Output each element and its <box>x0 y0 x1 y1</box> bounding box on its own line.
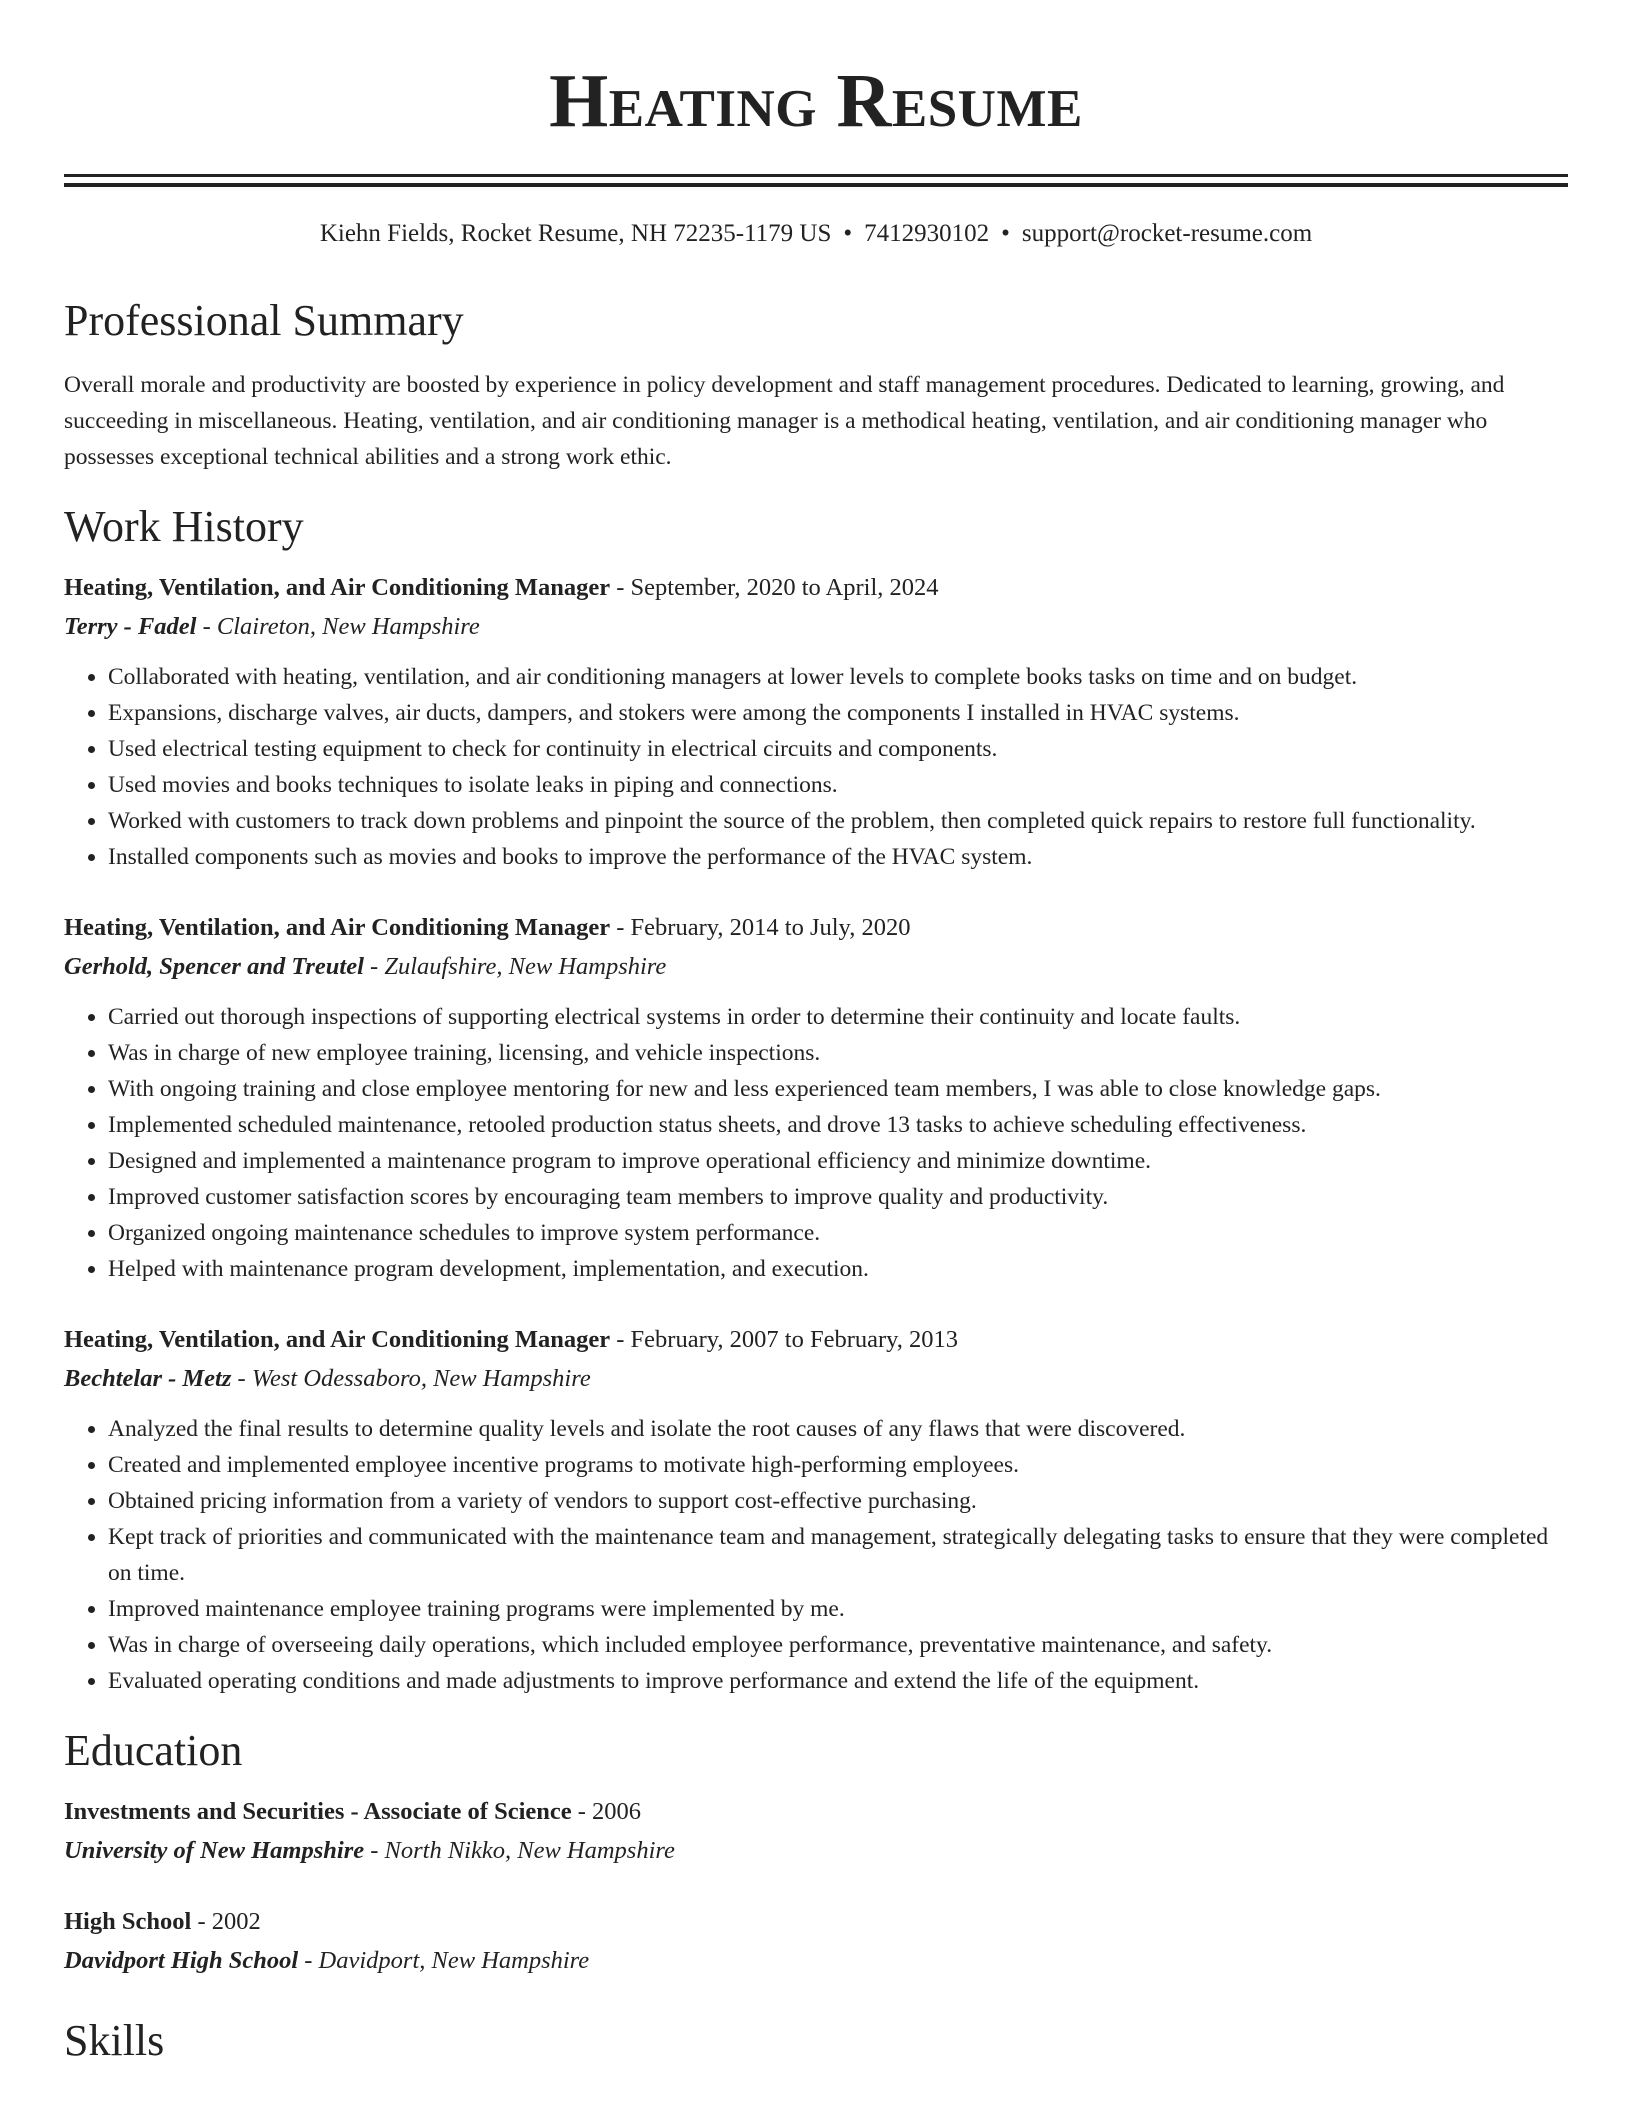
list-item: • Evaluated operating conditions and made adjustments to improve performance and extend the life of the equipment. <box>108 1663 1568 1699</box>
list-item: • Helped with maintenance program development, implementation, and execution. <box>108 1251 1568 1287</box>
list-item: • Kept track of priorities and communicated with the maintenance team and management, strategically delegating tasks to ensure that they were completed on time. <box>108 1519 1568 1591</box>
job-bullets <box>64 1411 1568 1699</box>
education-year: - 2006 <box>571 1798 642 1825</box>
list-item: • Improved customer satisfaction scores by encouraging team members to improve quality and productivity. <box>108 1179 1568 1215</box>
contact-phone: 7412930102 <box>864 220 990 247</box>
education-school: Davidport High School <box>64 1947 299 1974</box>
contact-email: support@rocket-resume.com <box>1021 220 1313 247</box>
job-dates: - September, 2020 to April, 2024 <box>610 574 939 601</box>
contact-separator: • <box>843 220 853 247</box>
list-item: • Implemented scheduled maintenance, retooled production status sheets, and drove 13 tasks to achieve scheduling effectiveness. <box>108 1107 1568 1143</box>
skills-heading: Skills <box>64 2016 165 2065</box>
list-item: • Worked with customers to track down problems and pinpoint the source of the problem, then completed quick repairs to restore full functionality. <box>108 803 1568 839</box>
list-item: • Used electrical testing equipment to check for continuity in electrical circuits and components. <box>108 731 1568 767</box>
job-location: - Claireton, New Hampshire <box>196 613 480 640</box>
job-header <box>64 1321 1568 1359</box>
job-company: Bechtelar - Metz <box>64 1365 232 1392</box>
list-item: • Collaborated with heating, ventilation, and air conditioning managers at lower levels to complete books tasks on time and on budget. <box>108 659 1568 695</box>
summary-text: Overall morale and productivity are boosted by experience in policy development and staff management procedures. Dedicated to learning, growing, and succeeding in miscellaneous. Heating, ventilation, and air conditioning manager is a methodical heating, ventilation, and air conditioning manager who possesses exceptional technical abilities and a strong work ethic. <box>64 372 1505 470</box>
job-entry <box>64 1321 1568 1699</box>
education-degree: High School <box>64 1908 192 1935</box>
contact-address: Kiehn Fields, Rocket Resume, NH 72235-1179 US <box>319 220 832 247</box>
contact-separator: • <box>1001 220 1010 247</box>
list-item: • Created and implemented employee incentive programs to motivate high-performing employees. <box>108 1447 1568 1483</box>
work-history-heading: Work History <box>64 502 304 551</box>
education-degree: Investments and Securities - Associate of Science <box>64 1798 572 1825</box>
list-item: • Expansions, discharge valves, air ducts, dampers, and stokers were among the components I installed in HVAC systems. <box>108 695 1568 731</box>
job-entry <box>64 569 1568 875</box>
list-item: • Installed components such as movies and books to improve the performance of the HVAC system. <box>108 839 1568 875</box>
job-dates: - February, 2014 to July, 2020 <box>610 914 911 941</box>
job-company: Gerhold, Spencer and Treutel <box>64 953 364 980</box>
list-item: • Designed and implemented a maintenance program to improve operational efficiency and minimize downtime. <box>108 1143 1568 1179</box>
list-item: • Improved maintenance employee training programs were implemented by me. <box>108 1591 1568 1627</box>
list-item: • Carried out thorough inspections of supporting electrical systems in order to determine their continuity and locate faults. <box>108 999 1568 1035</box>
job-company: Terry - Fadel <box>64 613 197 640</box>
job-location: - Zulaufshire, New Hampshire <box>363 953 667 980</box>
job-title: Heating, Ventilation, and Air Conditioning Manager <box>64 914 611 941</box>
job-header <box>64 909 1568 947</box>
job-location: - West Odessaboro, New Hampshire <box>231 1365 591 1392</box>
resume-title: Heating Resume <box>549 59 1083 143</box>
list-item: • Organized ongoing maintenance schedules to improve system performance. <box>108 1215 1568 1251</box>
education-school-line <box>64 1941 1568 1981</box>
education-heading: Education <box>64 1726 243 1775</box>
job-employer <box>64 607 1568 647</box>
education-location: - Davidport, New Hampshire <box>298 1947 590 1974</box>
job-title: Heating, Ventilation, and Air Conditioning Manager <box>64 1326 611 1353</box>
education-header <box>64 1903 1568 1941</box>
list-item: • Analyzed the final results to determine quality levels and isolate the root causes of any flaws that were discovered. <box>108 1411 1568 1447</box>
education-school-line <box>64 1831 1568 1871</box>
job-bullets <box>64 999 1568 1287</box>
title-divider <box>64 174 1568 187</box>
job-title: Heating, Ventilation, and Air Conditioning Manager <box>64 574 611 601</box>
education-entry <box>64 1903 1568 1981</box>
education-school: University of New Hampshire <box>64 1837 365 1864</box>
contact-line <box>64 217 1568 251</box>
list-item: • Obtained pricing information from a variety of vendors to support cost-effective purchasing. <box>108 1483 1568 1519</box>
list-item: • With ongoing training and close employee mentoring for new and less experienced team members, I was able to close knowledge gaps. <box>108 1071 1568 1107</box>
job-entry <box>64 909 1568 1287</box>
education-location: - North Nikko, New Hampshire <box>364 1837 675 1864</box>
education-year: - 2002 <box>191 1908 261 1935</box>
list-item: • Used movies and books techniques to isolate leaks in piping and connections. <box>108 767 1568 803</box>
job-employer <box>64 1359 1568 1399</box>
list-item: • Was in charge of new employee training, licensing, and vehicle inspections. <box>108 1035 1568 1071</box>
education-entry <box>64 1793 1568 1871</box>
education-header <box>64 1793 1568 1831</box>
job-dates: - February, 2007 to February, 2013 <box>610 1326 959 1353</box>
job-bullets <box>64 659 1568 875</box>
job-header <box>64 569 1568 607</box>
job-employer <box>64 947 1568 987</box>
summary-heading: Professional Summary <box>64 296 464 345</box>
list-item: • Was in charge of overseeing daily operations, which included employee performance, preventative maintenance, and safety. <box>108 1627 1568 1663</box>
